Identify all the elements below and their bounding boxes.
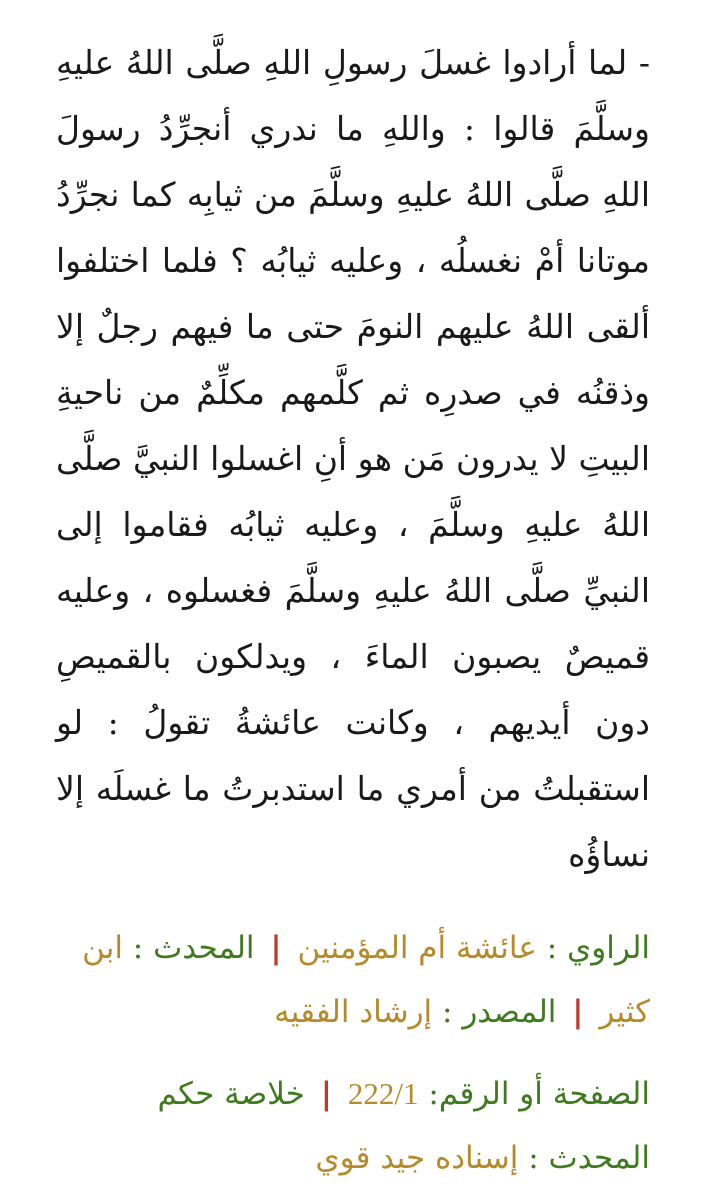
muhaddith-value: ابن كثير xyxy=(82,930,650,1030)
separator: | xyxy=(320,1076,333,1112)
source-label: المصدر : xyxy=(442,994,557,1030)
page-number-label: الصفحة أو الرقم: xyxy=(428,1076,650,1112)
separator: | xyxy=(270,930,282,966)
hadith-ruling xyxy=(56,1062,650,1190)
muhaddith-label: المحدث : xyxy=(132,930,255,966)
separator: | xyxy=(572,994,584,1030)
narrator-label: الراوي : xyxy=(546,930,650,966)
narrator-value: عائشة أم المؤمنين xyxy=(297,930,537,966)
page-number-value: 222/1 xyxy=(347,1076,419,1111)
hadith-attribution xyxy=(56,916,650,1044)
ruling-value: إسناده جيد قوي xyxy=(315,1140,519,1176)
hadith-text: - لما أرادوا غسلَ رسولِ اللهِ صلَّى اللهُ عليهِ وسلَّمَ قالوا : واللهِ ما ندري أنجرِّدُ رسولَ اللهِ صلَّى اللهُ عليهِ وسلَّمَ من ثيابِه كما نجرِّدُ موتانا أمْ نغسلُه ، وعليه ثيابُه ؟ فلما اختلفوا ألقى اللهُ عليهم النومَ حتى ما فيهم رجلٌ إلا وذقنُه في صدرِه ثم كلَّمهم مكلِّمٌ من ناحيةِ البيتِ لا يدرون مَن هو أنِ اغسلوا النبيَّ صلَّى اللهُ عليهِ وسلَّمَ ، وعليه ثيابُه فقاموا إلى النبيِّ صلَّى اللهُ عليهِ وسلَّمَ فغسلوه ، وعليه قميصٌ يصبون الماءَ ، ويدلكون بالقميصِ دون أيديهم ، وكانت عائشةُ تقولُ : لو استقبلتُ من أمري ما استدبرتُ ما غسلَه إلا نساؤُه xyxy=(56,43,650,874)
ruling-label: خلاصة حكم المحدث : xyxy=(157,1076,650,1176)
source-value: إرشاد الفقيه xyxy=(274,994,433,1030)
